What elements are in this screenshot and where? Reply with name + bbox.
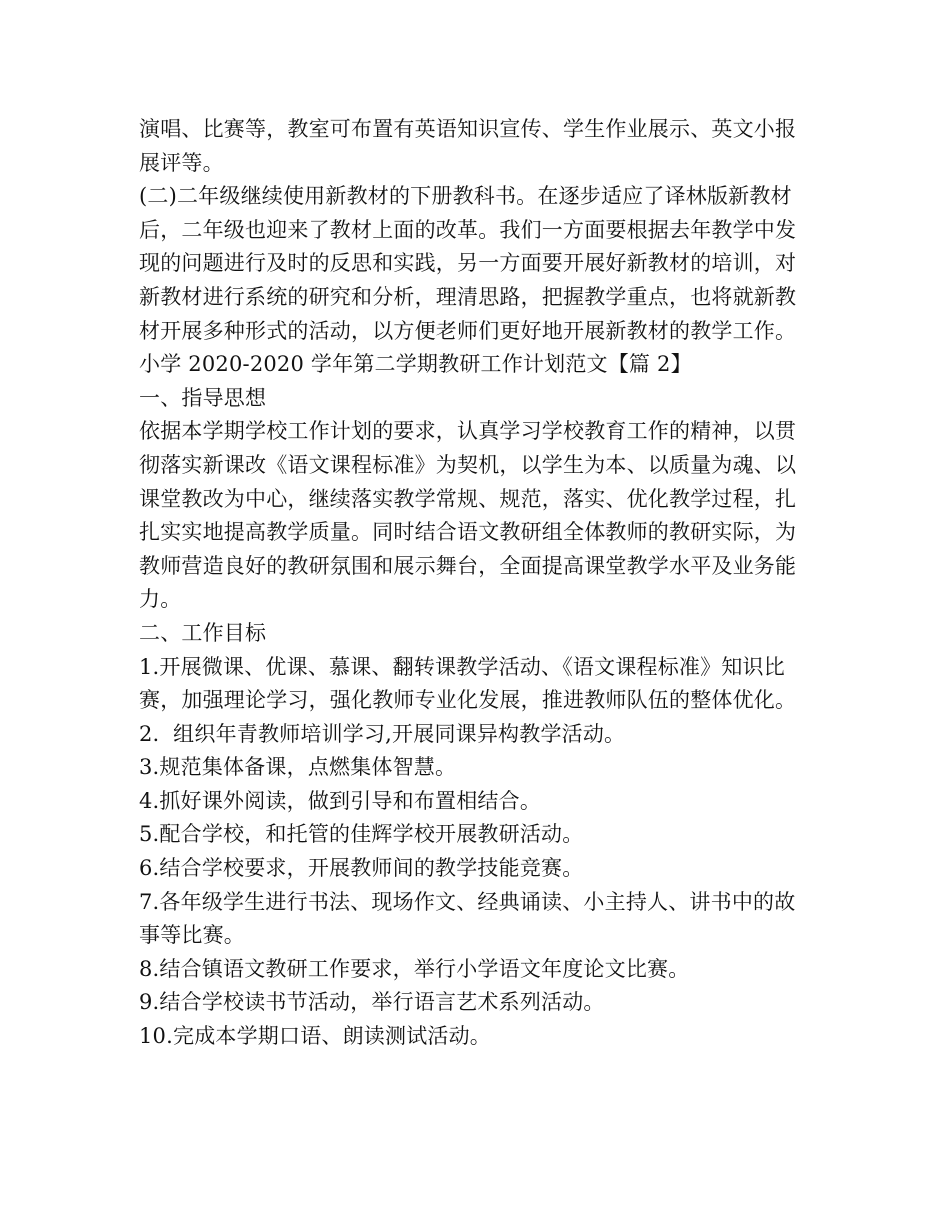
paragraph xyxy=(139,415,814,617)
section-heading xyxy=(139,617,814,651)
text-line: 小学 2020-2020 学年第二学期教研工作计划范文【篇 2】 xyxy=(139,352,692,377)
text-line: 材开展多种形式的活动，以方便老师们更好地开展新教材的教学工作。 xyxy=(139,318,797,343)
text-line: 扎实实地提高教学质量。同时结合语文教研组全体教师的教研实际，为 xyxy=(139,520,797,545)
text-line: 5.配合学校，和托管的佳辉学校开展教研活动。 xyxy=(139,822,584,847)
text-line: 6.结合学校要求，开展教师间的教学技能竞赛。 xyxy=(139,856,584,881)
text-line: 事等比赛。 xyxy=(139,923,245,948)
text-line: 彻落实新课改《语文课程标准》为契机，以学生为本、以质量为魂、以 xyxy=(139,452,797,477)
text-line: 3.规范集体备课，点燃集体智慧。 xyxy=(139,755,457,780)
text-line: 8.结合镇语文教研工作要求，举行小学语文年度论文比赛。 xyxy=(139,956,690,981)
text-line: (二)二年级继续使用新教材的下册教科书。在逐步适应了译林版新教材 xyxy=(139,184,792,209)
text-line: 力。 xyxy=(139,587,182,612)
text-line: 2. 组织年青教师培训学习,开展同课异构教学活动。 xyxy=(139,721,626,746)
list-item xyxy=(139,651,814,718)
section-heading xyxy=(139,348,814,382)
text-line: 演唱、比赛等，教室可布置有英语知识宣传、学生作业展示、英文小报 xyxy=(139,117,797,141)
list-item xyxy=(139,1020,814,1054)
text-line: 后，二年级也迎来了教材上面的改革。我们一方面要根据去年教学中发 xyxy=(139,217,797,242)
paragraph xyxy=(139,113,814,180)
text-line: 依据本学期学校工作计划的要求，认真学习学校教育工作的精神，以贯 xyxy=(139,419,797,444)
list-item xyxy=(139,718,814,752)
list-item xyxy=(139,751,814,785)
text-line: 赛，加强理论学习，强化教师专业化发展，推进教师队伍的整体优化。 xyxy=(139,688,797,713)
text-line: 现的问题进行及时的反思和实践，另一方面要开展好新教材的培训，对 xyxy=(139,251,797,276)
text-line: 1.开展微课、优课、慕课、翻转课教学活动、《语文课程标准》知识比 xyxy=(139,654,785,679)
list-item xyxy=(139,818,814,852)
text-line: 二、工作目标 xyxy=(139,620,267,645)
list-item xyxy=(139,785,814,819)
text-line: 一、指导思想 xyxy=(139,385,267,410)
text-line: 10.完成本学期口语、朗读测试活动。 xyxy=(139,1024,491,1049)
text-line: 展评等。 xyxy=(139,150,224,175)
text-line: 教师营造良好的教研氛围和展示舞台，全面提高课堂教学水平及业务能 xyxy=(139,553,797,578)
text-line: 课堂教改为中心，继续落实教学常规、规范，落实、优化教学过程，扎 xyxy=(139,486,797,511)
text-line: 新教材进行系统的研究和分析，理清思路，把握教学重点，也将就新教 xyxy=(139,284,797,309)
text-line: 4.抓好课外阅读，做到引导和布置相结合。 xyxy=(139,788,542,813)
document-body xyxy=(139,113,814,1054)
text-line: 9.结合学校读书节活动，举行语言艺术系列活动。 xyxy=(139,990,605,1015)
section-heading xyxy=(139,382,814,416)
text-line: 7.各年级学生进行书法、现场作文、经典诵读、小主持人、讲书中的故 xyxy=(139,889,796,914)
list-item xyxy=(139,852,814,886)
list-item xyxy=(139,886,814,953)
paragraph xyxy=(139,180,814,348)
list-item xyxy=(139,953,814,987)
list-item xyxy=(139,986,814,1020)
